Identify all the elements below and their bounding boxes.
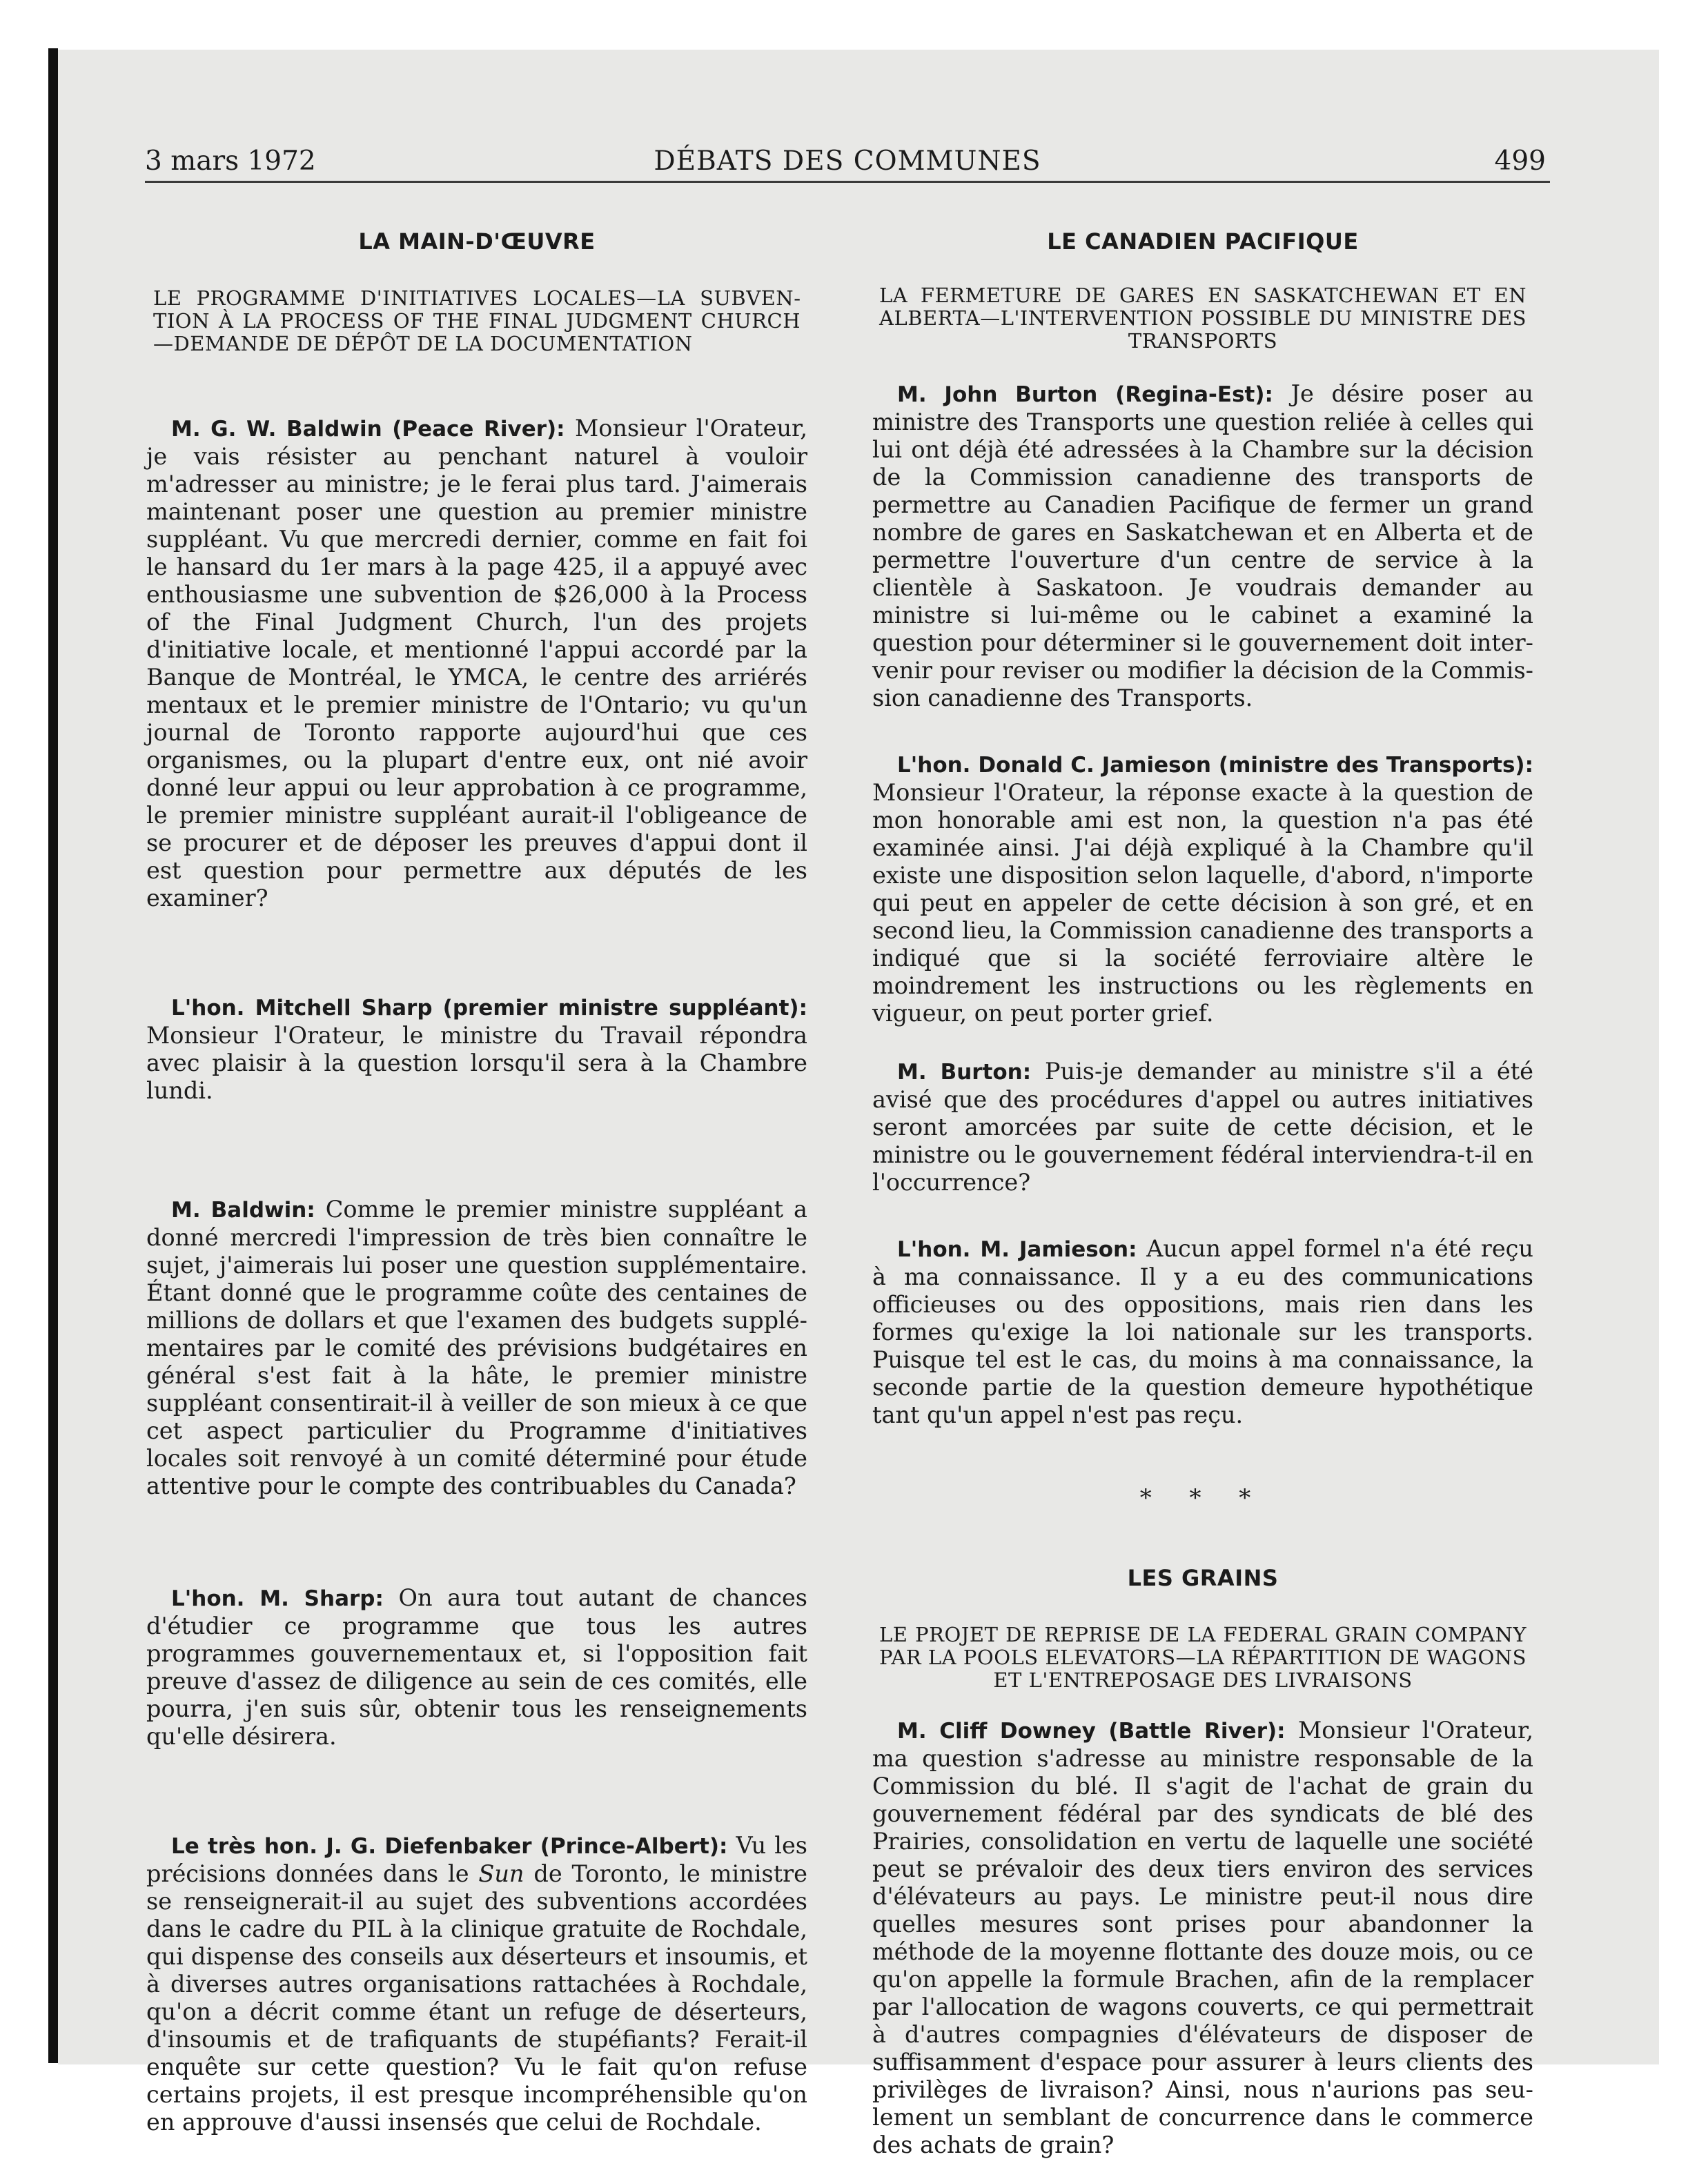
subsection-title: LE PROJET DE REPRISE DE LA FEDERAL GRAIN COMPANY PAR LA POOLS ELEVATORS—LA RÉPARTITION DE WAGONS ET L'ENTREPOSAGE DES LIVRAISONS — [879, 1623, 1527, 1692]
right-column — [872, 228, 1533, 2159]
speaker-name: M. Cliff Downey (Battle River): — [897, 1719, 1286, 1744]
subsection-title: LA FERMETURE DE GARES EN SASKATCHEWAN ET EN ALBERTA—L'INTERVENTION POSSIBLE DU MINISTRE DES TRANSPORTS — [879, 284, 1527, 353]
speech-text: Monsieur l'Orateur, je vais résister au penchant naturel à vouloir m'adresser au ministre; je le ferai plus tard. J'aimerais maintenant poser une question au premier ministre suppléant. Vu que mercredi dernier, comme en fait foi le hansard du 1er mars à la page 425, il a appuyé avec enthousiasme une subvention de $26,000 à la Process of the Final Judgment Church, l'un des projets d'initiative locale, et mentionné l'appui accordé par la Banque de Montréal, le YMCA, le centre des arriérés mentaux et le premier ministre de l'Ontario; vu qu'un journal de Toronto rapporte aujourd'hui que ces organismes, ou la plupart d'entre eux, ont nié avoir donné leur appui ou leur approbation à ce programme, le premier ministre suppléant aurait-il l'obligeance de se procurer et de déposer les preuves d'appui dont il est question pour permettre aux députés de les examiner? — [146, 415, 808, 911]
section-title: LA MAIN-D'ŒUVRE — [358, 228, 596, 255]
section-title: LES GRAINS — [1127, 1565, 1279, 1591]
speech-text: de Toronto, le ministre se renseignerait-il au sujet des subventions accordées dans le cadre du PIL à la clinique gratuite de Rochdale, qui dispense des conseils aux déserteurs et insoumis, et à diverses autres organisations rattachées à Rochdale, qu'on a décrit comme étant un refuge de déserteurs, d'insoumis et de trafiquants de stupéfiants? Ferait-il enquête sur cette question? Vu le fait qu'on refuse certains projets, il est presque incompréhensible qu'on en approuve d'aussi insensés que celui de Rochdale. — [146, 1860, 807, 2136]
speech-paragraph — [146, 994, 807, 1105]
speaker-name: M. Baldwin: — [171, 1198, 315, 1223]
running-header — [145, 142, 1550, 183]
speech-paragraph — [872, 1235, 1533, 1429]
speech-paragraph — [872, 1058, 1533, 1196]
speaker-name: M. John Burton (Regina-Est): — [897, 382, 1273, 407]
left-column — [146, 228, 807, 2136]
speaker-name: M. G. W. Baldwin (Peace River): — [171, 417, 565, 442]
section-separator: * * * — [1139, 1484, 1266, 1512]
speech-paragraph — [146, 1584, 807, 1751]
speech-paragraph — [872, 751, 1533, 1027]
subsection-title: LE PROGRAMME D'INITIATIVES LOCALES—LA SUBVENTION À LA PROCESS OF THE FINAL JUDGMENT CHURCH—DEMANDE DE DÉPÔT DE LA DOCUMENTATION — [153, 286, 801, 355]
speech-paragraph — [146, 1832, 807, 2136]
scan-edge — [48, 48, 58, 2063]
page-number: 499 — [1494, 146, 1546, 177]
speech-text: Comme le premier ministre suppléant a donné mercredi l'impression de très bien connaître le sujet, j'aimerais lui poser une question supplémentaire. Étant donné que le programme coûte des centaines de millions de dollars et que l'examen des budgets supplémentaires par le comité des prévisions budgétaires en général s'est fait à la hâte, le premier ministre suppléant consentirait-il à veiller de son mieux à ce que cet aspect particulier du Programme d'initiatives locales soit renvoyé à un comité déterminé pour étude attentive pour le compte des contribuables du Canada? — [146, 1196, 807, 1499]
header-date: 3 mars 1972 — [145, 146, 316, 177]
speech-text: Aucun appel formel n'a été reçu à ma connaissance. Il y a eu des communications officieuses ou des oppositions, mais rien dans les formes qu'exige la loi nationale sur les transports. Puisque tel est le cas, du moins à ma connaissance, la seconde partie de la question demeure hypothétique tant qu'un appel n'est pas reçu. — [872, 1235, 1533, 1428]
speaker-name: L'hon. Mitchell Sharp (premier ministre suppléant): — [171, 996, 807, 1021]
speech-paragraph — [872, 1717, 1533, 2159]
section-title: LE CANADIEN PACIFIQUE — [1047, 228, 1359, 255]
header-title: DÉBATS DES COMMUNES — [654, 146, 1041, 177]
speaker-name: L'hon. M. Jamieson: — [897, 1237, 1137, 1262]
speech-text: Vu les précisions données dans le — [146, 1832, 807, 1887]
speech-text: On aura tout autant de chances d'étudier ce programme que tous les autres programmes gouvernementaux et, si l'opposition fait preuve d'assez de diligence au sein de ces comités, elle pourra, j'en suis sûr, obtenir tous les renseignements qu'elle désirera. — [146, 1584, 807, 1750]
speech-paragraph — [146, 1196, 807, 1500]
speaker-name: Le très hon. J. G. Diefenbaker (Prince-Albert): — [171, 1834, 728, 1859]
speech-paragraph — [146, 415, 807, 912]
speaker-name: L'hon. M. Sharp: — [171, 1586, 384, 1611]
speech-text: Puis-je demander au ministre s'il a été avisé que des procédures d'appel ou autres initiatives seront amorcées par suite de cette décision, et le ministre ou le gouvernement fédéral interviendra-t-il en l'occurrence? — [872, 1058, 1533, 1196]
speech-text: Monsieur l'Orateur, la réponse exacte à la question de mon honorable ami est non, la question n'a pas été examinée ainsi. J'ai déjà expliqué à la Chambre qu'il existe une disposition selon laquelle, d'abord, n'importe qui peut en appeler de cette décision à son gré, et en second lieu, la Commission canadienne des transports a indiqué que si la société ferroviaire altère le moindrement les instructions ou les règlements en vigueur, on peut porter grief. — [872, 779, 1533, 1027]
speech-paragraph — [872, 380, 1533, 712]
speaker-name: M. Burton: — [897, 1060, 1032, 1085]
speech-text: Monsieur l'Orateur, le ministre du Travail répondra avec plaisir à la question lorsqu'il sera à la Chambre lundi. — [146, 1022, 807, 1104]
speech-text: Monsieur l'Orateur, ma question s'adresse au ministre responsable de la Commission du blé. Il s'agit de l'achat de grain du gouvernement fédéral par des syndicats de blé des Prairies, consolidation en vertu de laquelle une société peut se prévaloir des deux tiers environ des services d'élévateurs au pays. Le ministre peut-il nous dire quelles mesures sont prises pour abandonner la méthode de la moyenne flottante des douze mois, ou ce qu'on appelle la formule Brachen, afin de la remplacer par l'allocation de wagons couverts, ce qui permettrait à d'autres compagnies d'élévateurs de disposer de suffisamment d'espace pour assurer à leurs clients des privilèges de livraison? Ainsi, nous n'aurions pas seulement un semblant de concurrence dans le commerce des achats de grain? — [872, 1717, 1533, 2158]
speech-text: Je désire poser au ministre des Transports une question reliée à celles qui lui ont déjà été adressées à la Chambre sur la décision de la Commission canadienne des transports de permettre au Canadien Pacifique de fermer un grand nombre de gares en Saskatchewan et en Alberta et de permettre l'ouverture d'un centre de service à la clientèle à Saskatoon. Je voudrais demander au ministre si lui-même ou le cabinet a examiné la question pour déterminer si le gouvernement doit intervenir pour reviser ou modifier la décision de la Commission canadienne des Transports. — [872, 380, 1534, 711]
speaker-name: L'hon. Donald C. Jamieson (ministre des Transports): — [897, 753, 1533, 778]
newspaper-title: Sun — [478, 1860, 524, 1887]
